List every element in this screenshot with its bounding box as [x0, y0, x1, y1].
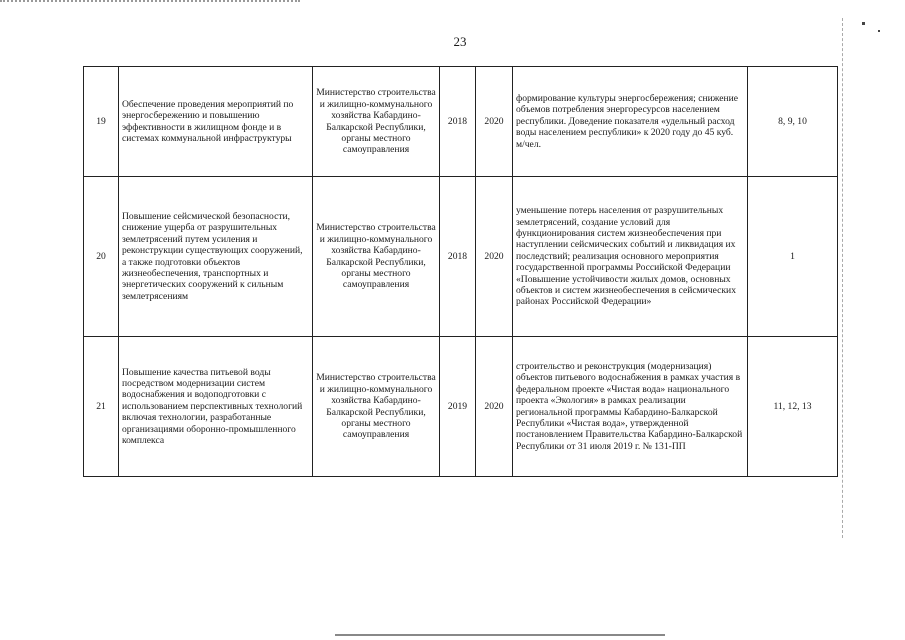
- scan-speck: [862, 22, 865, 25]
- measure-name: Обеспечение проведения мероприятий по энергосбережению и повышению эффективности в жилищном фонде и в системах коммунальной инфраструктуры: [119, 67, 313, 177]
- executor: Министерство строительства и жилищно-коммунального хозяйства Кабардино-Балкарской Республики, органы местного самоуправления: [313, 337, 440, 477]
- measure-name: Повышение качества питьевой воды посредством модернизации систем водоснабжения и водоподготовки с использованием перспективных технологий включая технологии, разработанные организациями оборонно-промышленного комплекса: [119, 337, 313, 477]
- end-year: 2020: [476, 177, 513, 337]
- row-number: 20: [84, 177, 119, 337]
- executor: Министерство строительства и жилищно-коммунального хозяйства Кабардино-Балкарской Республики, органы местного самоуправления: [313, 177, 440, 337]
- row-number: 21: [84, 337, 119, 477]
- end-year: 2020: [476, 337, 513, 477]
- executor: Министерство строительства и жилищно-коммунального хозяйства Кабардино-Балкарской Республики, органы местного самоуправления: [313, 67, 440, 177]
- table-row: [84, 177, 838, 337]
- scan-speck: [878, 30, 880, 32]
- indicators: 8, 9, 10: [748, 67, 838, 177]
- start-year: 2018: [440, 67, 476, 177]
- start-year: 2019: [440, 337, 476, 477]
- scan-artifact-margin-line: [842, 18, 843, 538]
- end-year: 2020: [476, 67, 513, 177]
- measure-name: Повышение сейсмической безопасности, снижение ущерба от разрушительных землетрясений путем усиления и реконструкции существующих сооружений, а также подготовки объектов жизнеобеспечения, транспортных и энергетических сооружений к сильным землетрясениям: [119, 177, 313, 337]
- measures-table: [83, 66, 838, 477]
- expected-result: строительство и реконструкция (модернизация) объектов питьевого водоснабжения в рамках участия в федеральном проекте «Чистая вода» национального проекта «Экология» в рамках реализации региональной программы Кабардино-Балкарской Республики «Чистая вода», утвержденной постановлением Правительства Кабардино-Балкарской Республики от 31 июля 2019 г. № 131-ПП: [513, 337, 748, 477]
- table-row: [84, 67, 838, 177]
- scan-artifact-bottom: [335, 634, 665, 636]
- expected-result: формирование культуры энергосбережения; снижение объемов потребления энергоресурсов населением республики. Доведение показателя «удельный расход воды населением республики» к 2020 году до 45 куб. м/чел.: [513, 67, 748, 177]
- start-year: 2018: [440, 177, 476, 337]
- row-number: 19: [84, 67, 119, 177]
- indicators: 1: [748, 177, 838, 337]
- page-number: 23: [453, 34, 467, 49]
- indicators: 11, 12, 13: [748, 337, 838, 477]
- table-row: [84, 337, 838, 477]
- expected-result: уменьшение потерь населения от разрушительных землетрясений, создание условий для функционирования систем жизнеобеспечения при наступлении сейсмических событий и ликвидация их последствий; реализация основного мероприятия государственной программы Российской Федерации «Повышение устойчивости жилых домов, основных объектов и систем жизнеобеспечения в сейсмических районах Российской Федерации»: [513, 177, 748, 337]
- scan-artifact-top: [0, 0, 300, 5]
